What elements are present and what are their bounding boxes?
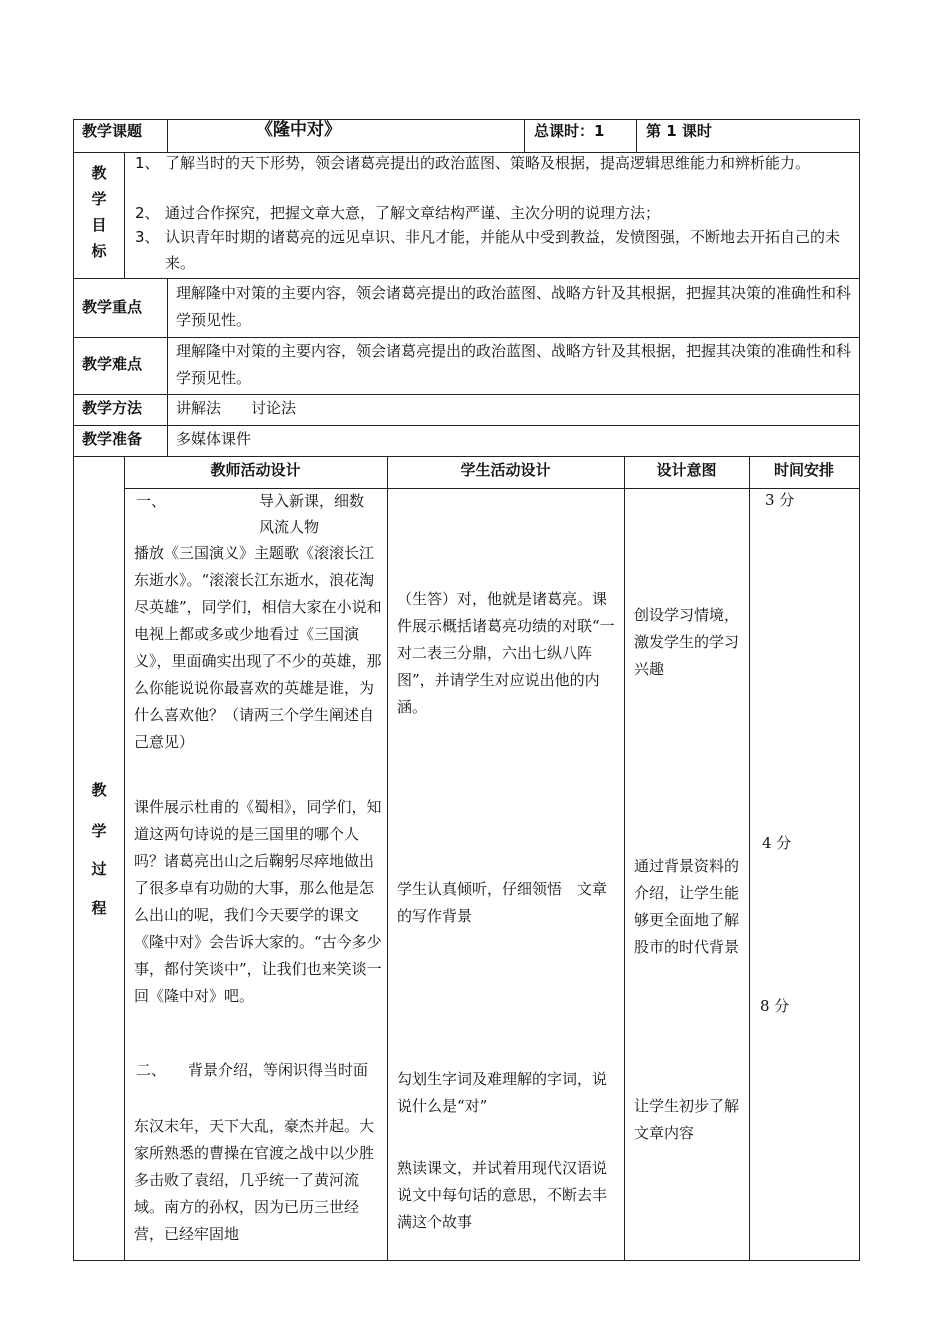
col-divider	[749, 456, 750, 1261]
teacher-paragraph: 播放《三国演义》主题歌《滚滚长江东逝水》。“滚滚长江东逝水，浪花淘尽英雄”，同学们，相信大家在小说和电视上都或多或少地看过《三国演义》，里面确实出现了不少的英雄，那么你能说说你最喜欢的英雄是谁，为什么喜欢他？（请两三个学生阐述自己意见）	[134, 544, 382, 751]
table-border-bottom	[73, 1260, 860, 1261]
total-hours-label: 总课时：1	[534, 122, 605, 140]
process-label-char: 教	[91, 781, 107, 799]
table-border-right	[859, 119, 860, 1261]
course-topic-value: 《隆中对》	[256, 120, 341, 140]
difficulties-label: 教学难点	[82, 355, 143, 373]
time-allocation: 4 分	[762, 834, 792, 852]
col-divider	[167, 119, 168, 153]
row-divider	[73, 278, 860, 279]
column-header-teacher: 教师活动设计	[210, 461, 301, 479]
goal-number: 2、	[135, 204, 160, 222]
column-header-intent: 设计意图	[656, 461, 717, 479]
key-points-label: 教学重点	[82, 298, 143, 316]
goal-number: 3、	[135, 228, 160, 246]
column-header-time: 时间安排	[773, 461, 834, 479]
goal-text: 认识青年时期的诸葛亮的远见卓识、非凡才能，并能从中受到教益，发愤图强，不断地去开拓自己的未来。	[165, 228, 841, 272]
section-1-title: 导入新课，细数	[259, 492, 365, 510]
col-divider	[124, 152, 125, 279]
student-activity: 学生认真倾听，仔细领悟 文章的写作背景	[397, 880, 608, 925]
time-allocation: 8 分	[760, 997, 790, 1015]
design-intent: 通过背景资料的介绍，让学生能够更全面地了解股市的时代背景	[634, 857, 740, 956]
section-2-number: 二、	[136, 1061, 167, 1079]
col-divider	[387, 456, 388, 1261]
process-label-char: 过	[91, 860, 107, 878]
time-allocation: 3 分	[765, 491, 795, 509]
teacher-paragraph: 东汉末年，天下大乱，豪杰并起。大家所熟悉的曹操在官渡之战中以少胜多击败了袁绍，几乎统一了黄河流域。南方的孙权，因为已历三世经营，已经牢固地	[134, 1117, 375, 1243]
table-border-top	[73, 119, 860, 120]
process-label-char: 程	[91, 899, 107, 917]
goals-label-char: 教	[91, 164, 107, 182]
goals-label-char: 标	[91, 242, 107, 260]
goals-label-char: 目	[91, 216, 107, 234]
col-divider	[636, 119, 637, 153]
preparation-text: 多媒体课件	[176, 430, 252, 448]
process-label-char: 学	[91, 822, 107, 840]
methods-text: 讲解法 讨论法	[176, 399, 297, 417]
section-1-number: 一、	[136, 492, 167, 510]
goal-text: 通过合作探究，把握文章大意，了解文章结构严谨、主次分明的说理方法；	[165, 204, 661, 222]
goal-number: 1、	[135, 154, 160, 172]
difficulties-text: 理解隆中对策的主要内容，领会诸葛亮提出的政治蓝图、战略方针及其根据，把握其决策的准确性和科学预见性。	[176, 342, 852, 387]
goals-label-char: 学	[91, 190, 107, 208]
goal-item	[135, 200, 847, 226]
section-2-title: 背景介绍，等闲识得当时面	[188, 1061, 369, 1079]
key-points-text: 理解隆中对策的主要内容，领会诸葛亮提出的政治蓝图、战略方针及其根据，把握其决策的准确性和科学预见性。	[176, 284, 852, 329]
goal-item	[135, 150, 847, 202]
design-intent: 创设学习情境，激发学生的学习兴趣	[634, 606, 740, 678]
preparation-label: 教学准备	[82, 430, 143, 448]
col-divider	[167, 278, 168, 457]
section-1-title: 风流人物	[259, 518, 320, 536]
goal-text: 了解当时的天下形势，领会诸葛亮提出的政治蓝图、策略及根据，提高逻辑思维能力和辨析能力。	[165, 154, 811, 172]
student-activity: 勾划生字词及难理解的字词，说说什么是“对”	[397, 1070, 608, 1115]
student-activity: （生答）对，他就是诸葛亮。课件展示概括诸葛亮功绩的对联“一对二表三分鼎，六出七纵八阵图”，并请学生对应说出他的内涵。	[397, 590, 615, 716]
column-header-student: 学生活动设计	[460, 461, 551, 479]
table-border-left	[73, 119, 74, 1261]
student-activity: 熟读课文，并试着用现代汉语说说文中每句话的意思，不断去丰满这个故事	[397, 1159, 608, 1231]
col-divider	[624, 456, 625, 1261]
current-hour-label: 第 1 课时	[646, 122, 712, 140]
col-divider	[524, 119, 525, 153]
methods-label: 教学方法	[82, 399, 143, 417]
goal-item	[135, 224, 847, 276]
teacher-paragraph: 课件展示杜甫的《蜀相》，同学们，知道这两句诗说的是三国里的哪个人吗？诸葛亮出山之后鞠躬尽瘁地做出了很多卓有功勋的大事，那么他是怎么出山的呢，我们今天要学的课文《隆中对》会告诉大家的。“古今多少事，都付笑谈中”，让我们也来笑谈一回《隆中对》吧。	[134, 798, 382, 1005]
col-divider	[124, 456, 125, 1261]
course-topic-label: 教学课题	[82, 122, 143, 140]
design-intent: 让学生初步了解文章内容	[634, 1097, 740, 1142]
